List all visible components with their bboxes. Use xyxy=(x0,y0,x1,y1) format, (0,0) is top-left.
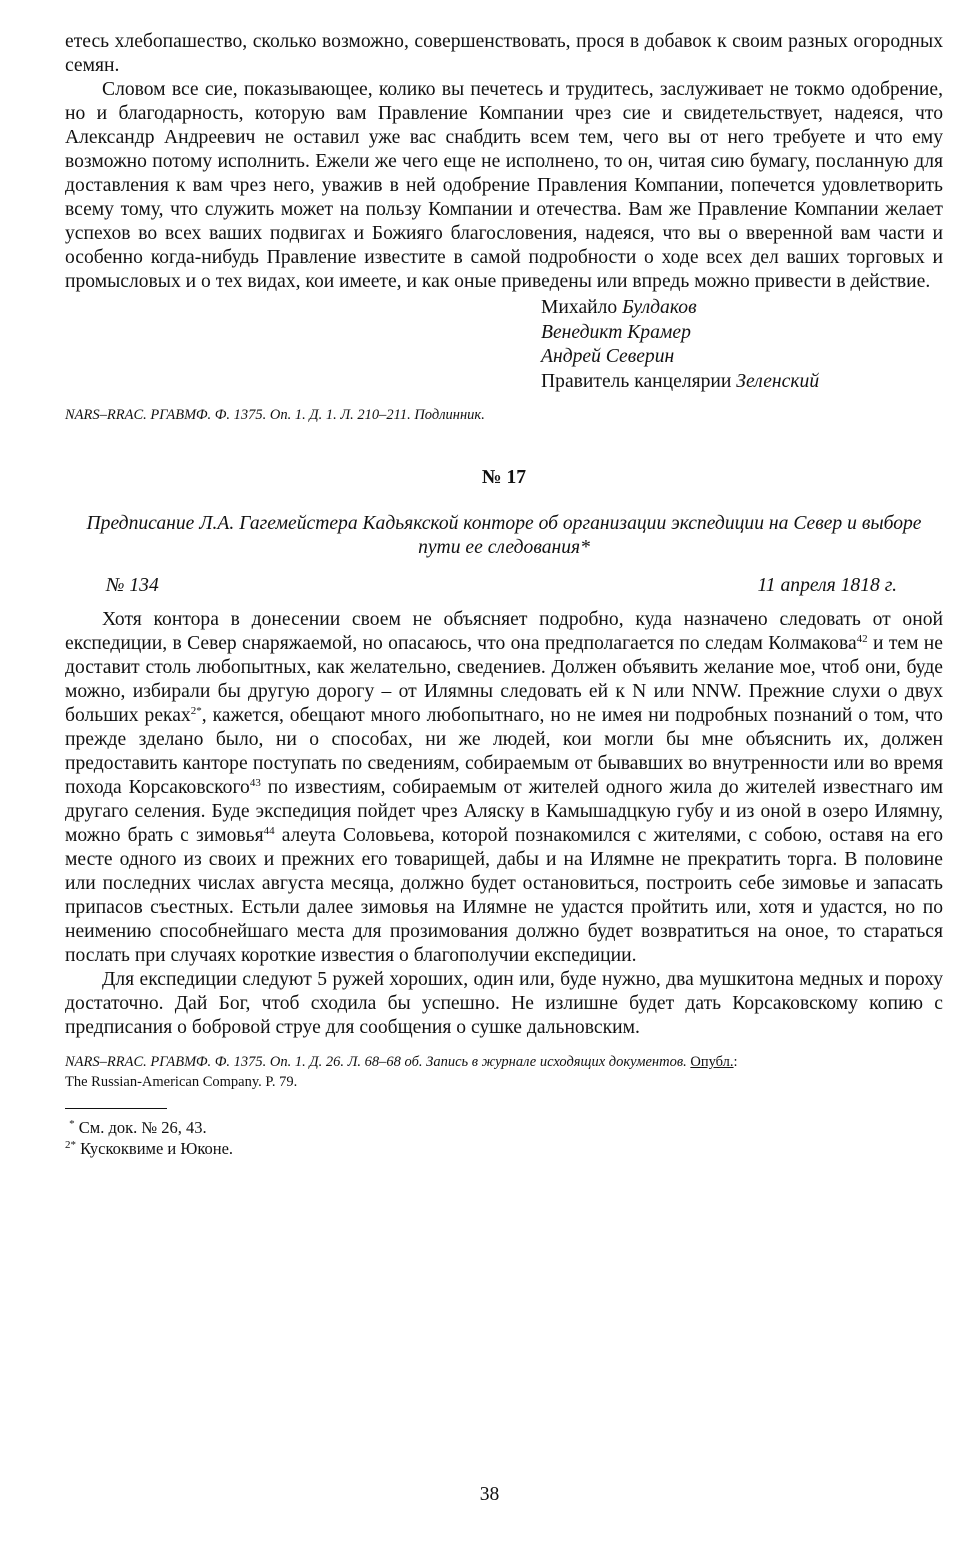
footnote-ref-44[interactable]: 44 xyxy=(263,825,275,837)
publication-reference: The Russian-American Company. P. 79. xyxy=(65,1074,298,1090)
signature-zelensky: Правитель канцелярии Зеленский xyxy=(541,370,820,392)
page-number: 38 xyxy=(479,1484,500,1505)
document-number: № 17 xyxy=(481,467,527,488)
archive-source-2: NARS–RRAC. РГАВМФ. Ф. 1375. Оп. 1. Д. 26. Л. 68–68 об. Запись в журнале исходящих документов. Опубл.: The Russian-American Company. P. 79. xyxy=(65,1054,738,1090)
document-date: 11 апреля 1818 г. xyxy=(757,575,897,596)
archive-source-1: NARS–RRAC. РГАВМФ. Ф. 1375. Оп. 1. Д. 1. Л. 210–211. Подлинник. xyxy=(65,407,485,423)
signature-severin: Андрей Северин xyxy=(541,346,675,367)
continuation-paragraph-2: Словом все сие, показывающее, колико вы печетесь и трудитесь, заслуживает не токмо одобрение, но и благодарность, которую вам Правление Компании чрез сие и свидетельствует, надеяся, что Александр Андреевич не оставил уже вас снабдить всем тем, чего вы от него требуете и что ему возможно потому исполнить. Ежели же чего еще не исполнено, то он, читая сию бумагу, посланную для доставления к вам чрез него, уважив в ней одобрение Правления Компании, попечется удовлетворить всему тому, что служить может на пользу Компании и отечества. Вам же Правление Компании желает успехов во всех ваших подвигах и Божияго благословения, надеяся, что вы о вверенной вам части и особенно когда-нибудь Правление известите в самой подробности о ходе всех дел ваших торговых и промысловых и о тех видах, кои имеете, и как оные приведены или впредь можно привести в действие. xyxy=(65,79,943,292)
registration-number: № 134 xyxy=(106,575,159,596)
footnote-divider xyxy=(65,1108,167,1109)
publication-label: Опубл. xyxy=(690,1054,734,1070)
document-paragraph-1: Хотя контора в донесении своем не объясняет подробно, куда назначено следовать от оной експедиции, в Север снаряжаемой, но опасаюсь, что она предполагается по следам Колмакова$^{42}$ и тем не доставит столь любопытных, как желательно, сведениев. Должен объявить желание мое, чтоб они, буде можно, избирали бы другую дорогу – от Илямны следовать ей к N или NNW. Прежние слухи о двух больших реках$^{2*}$, кажется, обещают много любопытнаго, но не имея ни подробных познаний о том, что прежде зделано было, ни о способах, ни же людей, кои могли бы мне объяснить их, должен предоставить канторе поступать по сведениям, собираемым от бывавших во внутренности или во время похода Корсаковского$^{43}$ по известиям, собираемым от жителей одного жила до жителей известнаго им другаго селения. Буде экспедиция пойдет чрез Аляску в Камышадцкую губу и из оной в озеро Илямну, можно брать с зимовья$^{44}$ алеута Соловьева, которой познакомился с жителями, с собою, оставя на его месте одного из своих и прежних его товарищей, дабы и на Илямне не прекратить торга. В половине или последних числах августа месяца, должно будет остановиться, построить себе зимовье и запасать припасов съестных. Естьли далее зимовья на Илямне не удастся пройтить или, хотя и удастся, но по неимению способнейшаго места для прозимования должно будет возвратиться на оное, то стараться послать при случаях короткие известия о благополучии експедиции. xyxy=(65,609,943,966)
signature-buldakov: Михайло Булдаков xyxy=(541,297,697,318)
footnote-1: * См. док. № 26, 43. xyxy=(69,1118,207,1137)
signature-kramer: Венедикт Крамер xyxy=(541,321,691,343)
footnote-ref-42[interactable]: 42 xyxy=(856,633,868,645)
document-page xyxy=(65,30,943,1159)
footnote-ref-43[interactable]: 43 xyxy=(249,777,261,789)
document-title: Предписание Л.А. Гагемейстера Кадьякской конторе об организации экспедиции на Север и выборе пути ее следования* xyxy=(86,513,922,558)
document-paragraph-2: Для експедиции следуют 5 ружей хороших, один или, буде нужно, два мушкитона медных и пороху достаточно. Дай Бог, чтоб сходила бы успешно. Не излишне будет дать Корсаковскому копию с предписания о бобровой струе для сообщения о сушке дальновским. xyxy=(65,969,943,1038)
signature-block xyxy=(541,296,943,394)
footnote-2: $^{2*}$ Кускоквиме и Юконе. xyxy=(65,1139,234,1158)
footnote-ref-2star[interactable]: 2* xyxy=(190,705,202,717)
continuation-paragraph-1: етесь хлебопашество, сколько возможно, совершенствовать, прося в добавок к своим разных огородных семян. xyxy=(65,31,943,76)
footnotes xyxy=(65,1117,943,1159)
document-meta xyxy=(65,574,943,598)
